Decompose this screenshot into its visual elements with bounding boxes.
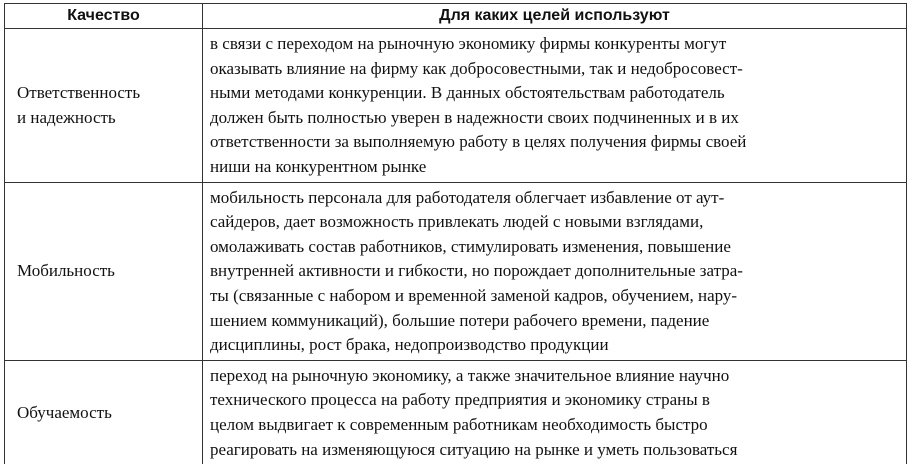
header-purpose: Для каких целей используют <box>203 4 907 29</box>
purpose-cell-mobility: мобильность персонала для работодателя облегчает избавление от аут- сайдеров, дает возможность привлекать людей с новыми взглядами, омолаживать состав работников, стимулировать изменения, повышение внутренней активности и гибкости, но порождает дополнительные затра- ты (связанные с набором и временной заменой кадров, обучением, нару- шением коммуникаций), большие потери рабочего времени, падение дисциплины, рост брака, недопроизводство продукции <box>203 182 907 360</box>
qualities-table <box>4 3 907 464</box>
table-row-mobility <box>5 182 907 360</box>
quality-cell-responsibility: Ответственность и надежность <box>5 29 203 183</box>
quality-cell-mobility: Мобильность <box>5 182 203 360</box>
header-quality: Качество <box>5 4 203 29</box>
quality-cell-learnability: Обучаемость <box>5 360 203 464</box>
purpose-cell-learnability: переход на рыночную экономику, а также значительное влияние научно технического процесса на работу предприятия и экономику страны в целом выдвигает к современным работникам необходимость быстро реагировать на изменяющуюся ситуацию на рынке и уметь пользоваться <box>203 360 907 464</box>
table-header-row <box>5 4 907 29</box>
table-row-learnability <box>5 360 907 464</box>
table-row-responsibility <box>5 29 907 183</box>
purpose-cell-responsibility: в связи с переходом на рыночную экономику фирмы конкуренты могут оказывать влияние на фирму как добросовестными, так и недобросовест- ными методами конкуренции. В данных обстоятельствам работодатель должен быть полностью уверен в надежности своих подчиненных и в их ответственности за выполняемую работу в целях получения фирмы своей ниши на конкурентном рынке <box>203 29 907 183</box>
